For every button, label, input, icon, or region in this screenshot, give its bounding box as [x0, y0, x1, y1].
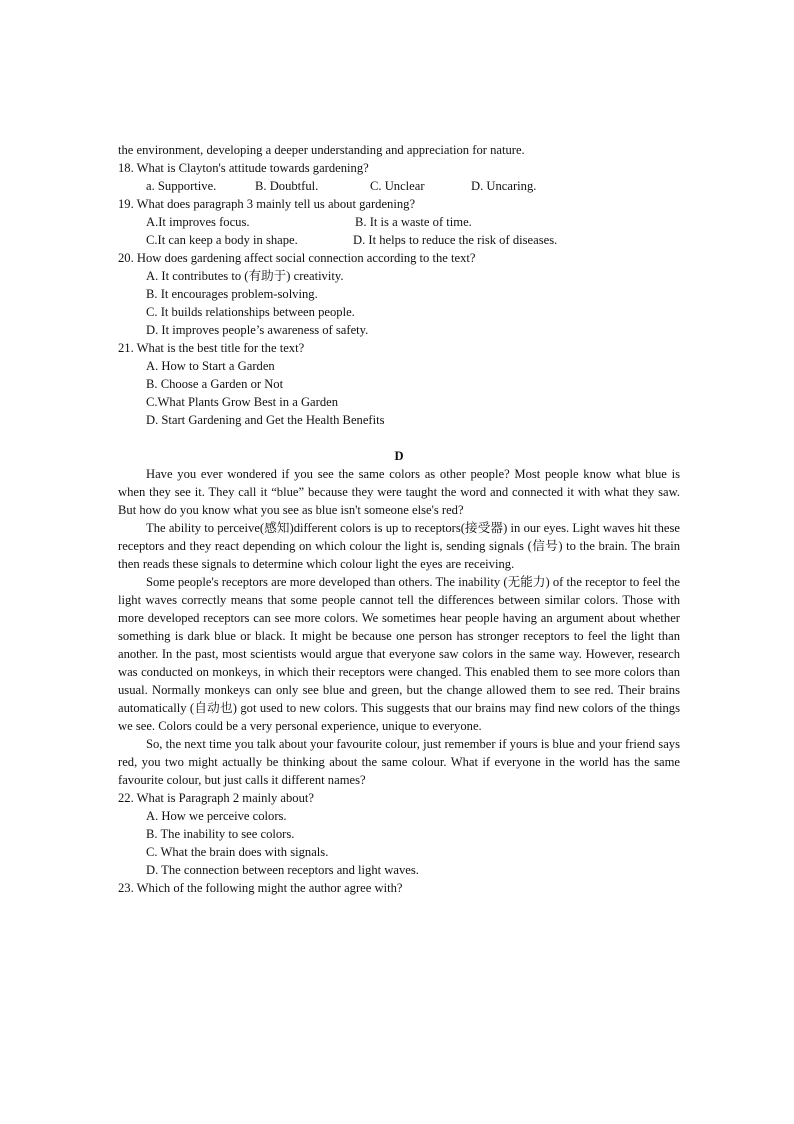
- question-19-options-row2: [118, 231, 680, 249]
- q19-option-d: D. It helps to reduce the risk of diseases.: [353, 233, 558, 247]
- q18-option-b: B. Doubtful.: [255, 179, 319, 193]
- q22-option-a: A. How we perceive colors.: [146, 809, 287, 823]
- q19-option-c: C.It can keep a body in shape.: [146, 233, 298, 247]
- passage-paragraph-4: So, the next time you talk about your favourite colour, just remember if yours is blue and your friend says red, you two might actually be thinking about the same colour. What if everyone in the world has the same favourite colour, but just calls it different names?: [118, 737, 680, 787]
- q18-option-a: a. Supportive.: [146, 179, 217, 193]
- q21-option-a: A. How to Start a Garden: [146, 359, 275, 373]
- q18-option-d: D. Uncaring.: [471, 179, 537, 193]
- question-19-stem: 19. What does paragraph 3 mainly tell us about gardening?: [118, 197, 416, 211]
- question-22-stem: 22. What is Paragraph 2 mainly about?: [118, 791, 314, 805]
- q20-option-b: B. It encourages problem-solving.: [146, 287, 318, 301]
- question-18-options: [118, 177, 680, 195]
- question-21-stem: 21. What is the best title for the text?: [118, 341, 305, 355]
- section-heading: D: [394, 449, 404, 463]
- q22-option-b: B. The inability to see colors.: [146, 827, 295, 841]
- q19-option-b: B. It is a waste of time.: [355, 215, 472, 229]
- passage-paragraph-1: Have you ever wondered if you see the same colors as other people? Most people know what blue is when they see it. They call it “blue” because they were taught the word and connected it with what they saw. But how do you know what you see as blue isn't someone else's red?: [118, 467, 680, 517]
- document-page: [118, 141, 680, 897]
- question-23-stem: 23. Which of the following might the author agree with?: [118, 881, 403, 895]
- continued-text: the environment, developing a deeper understanding and appreciation for nature.: [118, 143, 525, 157]
- q21-option-d: D. Start Gardening and Get the Health Benefits: [146, 413, 385, 427]
- q20-option-d: D. It improves people’s awareness of safety.: [146, 323, 369, 337]
- q22-option-d: D. The connection between receptors and light waves.: [146, 863, 419, 877]
- q20-option-c: C. It builds relationships between people.: [146, 305, 355, 319]
- question-19-options-row1: [118, 213, 680, 231]
- passage-paragraph-3: Some people's receptors are more developed than others. The inability (无能力) of the receptor to feel the light waves correctly means that some people cannot tell the differences between similar colors. Those with more developed receptors can see more colors. We sometimes hear people having an argument about whether something is dark blue or black. It might be because one person has stronger receptors to feel the light than another. In the past, most scientists would argue that everyone saw colors in the same way. However, research was conducted on monkeys, in which their receptors were changed. This enabled them to see more colors than usual. Normally monkeys can only see blue and green, but the change allowed them to see red. Their brains automatically (自动也) got used to new colors. This suggests that our brains may find new colors of the things we see. Colors could be a very personal experience, unique to everyone.: [118, 575, 680, 733]
- q18-option-c: C. Unclear: [370, 179, 425, 193]
- q22-option-c: C. What the brain does with signals.: [146, 845, 329, 859]
- passage-paragraph-2: The ability to perceive(感知)different colors is up to receptors(接受器) in our eyes. Light waves hit these receptors and they react depending on which colour the light is, sending signals (信号) to the brain. The brain then reads these signals to determine which colour light the eyes are receiving.: [118, 521, 680, 571]
- question-18-stem: 18. What is Clayton's attitude towards gardening?: [118, 161, 369, 175]
- q19-option-a: A.It improves focus.: [146, 215, 250, 229]
- q21-option-c: C.What Plants Grow Best in a Garden: [146, 395, 339, 409]
- q21-option-b: B. Choose a Garden or Not: [146, 377, 284, 391]
- question-20-stem: 20. How does gardening affect social connection according to the text?: [118, 251, 476, 265]
- q20-option-a: A. It contributes to (有助于) creativity.: [146, 269, 344, 283]
